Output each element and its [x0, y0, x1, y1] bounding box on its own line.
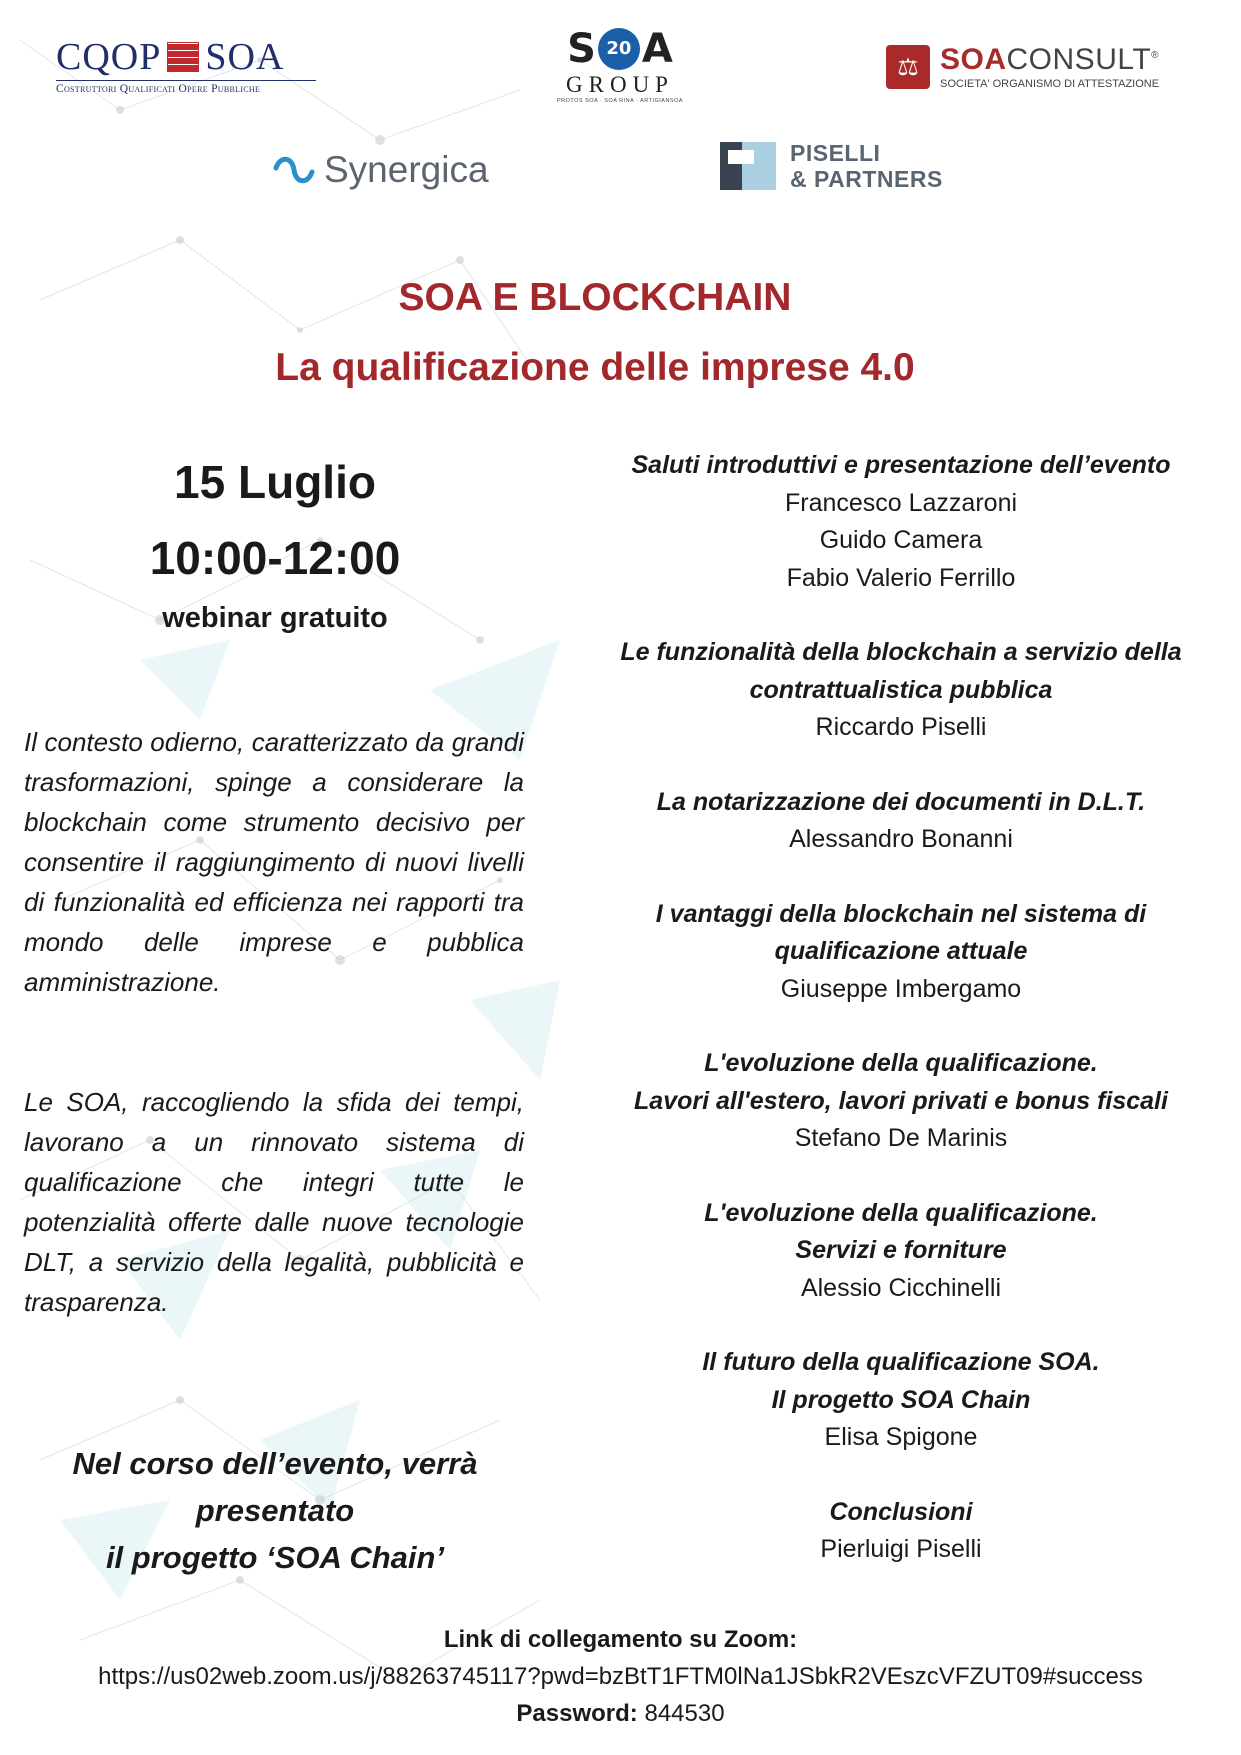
wave-icon: [272, 150, 316, 190]
cqop-logo-text: CQOP: [56, 36, 162, 78]
event-title: SOA E BLOCKCHAIN: [398, 276, 792, 319]
session-speaker: Elisa Spigone: [824, 1423, 978, 1451]
soa-consult-name: SOACONSULT®: [940, 42, 1160, 76]
session-title-line: Saluti introduttivi e presentazione dell’evento: [631, 451, 1171, 479]
piselli-partners-logo: [720, 138, 960, 194]
cqop-soa-logo: [56, 38, 316, 98]
password-label: Password:: [516, 1700, 638, 1727]
zoom-label: Link di collegamento su Zoom:: [443, 1626, 798, 1653]
session-speaker: Fabio Valerio Ferrillo: [786, 563, 1016, 592]
description-paragraph-2: Le SOA, raccogliendo la sfida dei tempi, lavorano a un rinnovato sistema di qualificazione che integri tutte le potenzialità offerte dalle nuove tecnologie DLT, a servizio della legalità, pubblicità e trasparenza.: [24, 1087, 524, 1317]
session-title-line: L'evoluzione della qualificazione.: [704, 1049, 1098, 1077]
session-title-line: Il progetto SOA Chain: [771, 1385, 1031, 1414]
session-speaker: Alessio Cicchinelli: [800, 1273, 1002, 1302]
session-title-line: Servizi e forniture: [795, 1236, 1007, 1264]
session-title-line: contrattualistica pubblica: [749, 675, 1053, 704]
piselli-name-line2: & PARTNERS: [790, 166, 943, 192]
program-session: [590, 1344, 1212, 1457]
session-title-line: Le funzionalità della blockchain a servizio della: [620, 638, 1182, 666]
program-session: [590, 1494, 1212, 1569]
soa-group-name: GROUP: [566, 72, 674, 97]
program-list: [590, 447, 1212, 1606]
synergica-name: Synergica: [324, 149, 489, 190]
highlight-line-2: presentato: [195, 1493, 355, 1528]
session-speaker: Riccardo Piselli: [815, 713, 987, 741]
event-time: 10:00-12:00: [149, 532, 401, 584]
synergica-logo: [272, 145, 522, 195]
program-session: [590, 1195, 1212, 1308]
scales-icon: ⚖: [886, 45, 930, 89]
event-date: 15 Luglio: [174, 456, 376, 508]
session-speaker: Giuseppe Imbergamo: [780, 974, 1022, 1003]
session-speaker: Francesco Lazzaroni: [784, 488, 1018, 517]
soa-consult-subtitle: SOCIETA' ORGANISMO DI ATTESTAZIONE: [940, 77, 1160, 90]
program-session: [590, 784, 1212, 859]
soa-group-subtitle: PROTOS SOA · SOA RINA · ARTIGIANSOA: [556, 98, 684, 104]
session-title-line: Il futuro della qualificazione SOA.: [702, 1348, 1100, 1376]
piselli-name-line1: PISELLI: [790, 139, 881, 166]
session-speaker: Stefano De Marinis: [794, 1124, 1008, 1152]
event-type: webinar gratuito: [162, 602, 388, 634]
password-value: 844530: [644, 1700, 725, 1727]
session-speaker: Guido Camera: [819, 526, 983, 554]
soa-group-logo: [545, 28, 695, 110]
session-title-line: Lavori all'estero, lavori privati e bonus fiscali: [634, 1086, 1168, 1115]
highlight-line-3: il progetto ‘SOA Chain’: [105, 1540, 445, 1575]
session-title-line: La notarizzazione dei documenti in D.L.T.: [656, 787, 1146, 816]
cqop-logo-subtitle: Costruttori Qualificati Opere Pubbliche: [56, 80, 316, 95]
session-title-line: L'evoluzione della qualificazione.: [704, 1198, 1098, 1227]
program-session: [590, 896, 1212, 1009]
soa-group-mark-a: A: [641, 26, 673, 72]
zoom-password: [0, 1695, 1241, 1732]
zoom-info: [0, 1621, 1241, 1732]
program-session: [590, 634, 1212, 747]
soa-chain-highlight: [30, 1440, 520, 1581]
program-session: [590, 447, 1212, 597]
event-subtitle: La qualificazione delle imprese 4.0: [275, 346, 915, 389]
session-speaker: Alessandro Bonanni: [789, 825, 1013, 853]
soa-consult-logo: [886, 42, 1196, 92]
cqop-logo-soa-text: SOA: [205, 36, 285, 78]
session-title-line: qualificazione attuale: [774, 937, 1028, 965]
session-title-line: I vantaggi della blockchain nel sistema di: [655, 899, 1147, 928]
soa-group-mark-s: S: [567, 26, 596, 72]
description-paragraph-1: Il contesto odierno, caratterizzato da grandi trasformazioni, spinge a considerare la blockchain come strumento decisivo per consentire il raggiungimento di nuovi livelli di funzionalità ed efficienza nei rapporti tra mondo delle imprese e pubblica amministrazione.: [24, 727, 524, 997]
session-title-line: Conclusioni: [829, 1497, 973, 1526]
brick-icon: [167, 42, 199, 72]
session-speaker: Pierluigi Piselli: [820, 1535, 982, 1563]
anniversary-badge-icon: 20: [598, 28, 640, 70]
program-session: [590, 1045, 1212, 1158]
p-block-icon: [720, 142, 776, 190]
zoom-link[interactable]: https://us02web.zoom.us/j/88263745117?pwd=bzBtT1FTM0lNa1JSbkR2VEszcVFZUT09#success: [98, 1663, 1143, 1690]
highlight-line-1: Nel corso dell’evento, verrà: [72, 1446, 478, 1481]
